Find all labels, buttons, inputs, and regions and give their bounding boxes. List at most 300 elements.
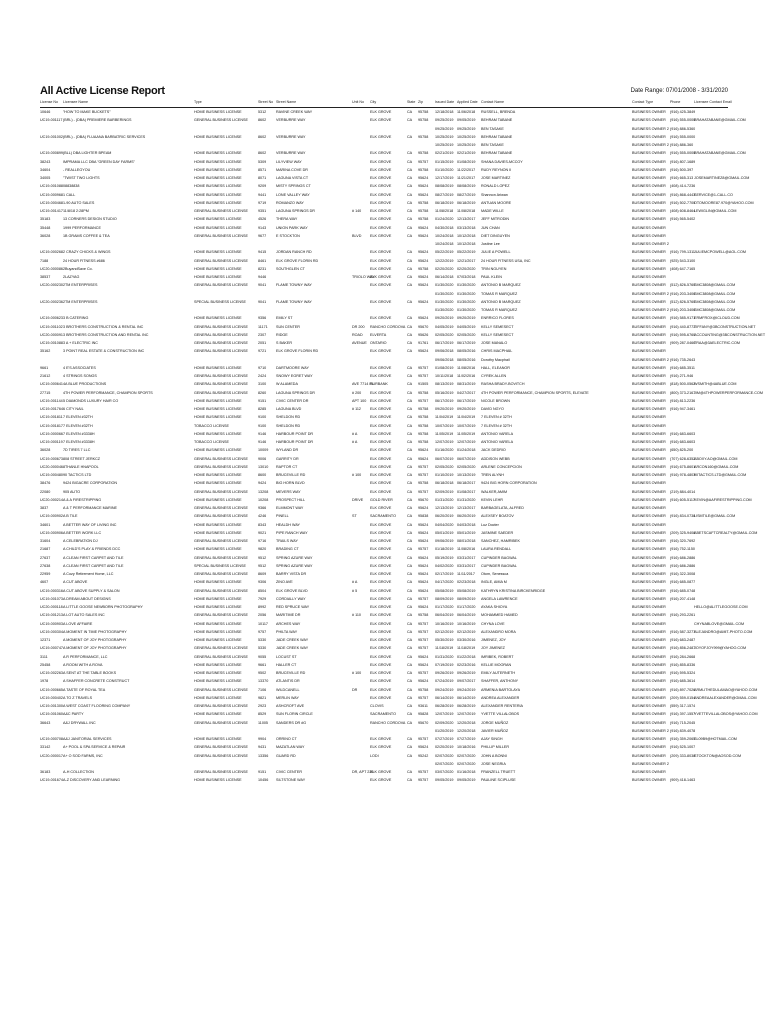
cell-issued-date: 06/18/2019 bbox=[435, 200, 454, 205]
cell-license-type: HOME BUSINESS LICENSE bbox=[194, 250, 242, 255]
cell-applied-date: 01/16/2018 bbox=[457, 770, 476, 774]
cell-state: CA bbox=[407, 753, 413, 758]
cell-license-no: UC19-000747 bbox=[40, 646, 63, 651]
table-row bbox=[40, 380, 737, 388]
cell-applied-date: 01/30/2020 bbox=[457, 299, 476, 304]
cell-contact-name: 9424 BIG HORN CORPORATION bbox=[481, 481, 537, 486]
cell-license-no: UC19-000673 bbox=[40, 456, 63, 461]
cell-phone: (916) 555-0000 bbox=[670, 151, 696, 156]
cell-street-no: 9661 bbox=[258, 662, 267, 667]
cell-zip: 95624 bbox=[418, 530, 429, 535]
cell-phone: (916) 207-4148 bbox=[670, 596, 696, 601]
cell-phone: (916) 947-3461 bbox=[670, 407, 696, 411]
cell-zip: 95758 bbox=[418, 167, 429, 172]
cell-contact-type: BUSINESS OWNER bbox=[632, 539, 666, 543]
cell-issued-date: 11/18/2019 bbox=[435, 646, 454, 651]
cell-license-no: 3111 bbox=[40, 654, 48, 659]
cell-city: ELK GROVE bbox=[370, 547, 392, 552]
cell-phone: (916) 271-946 bbox=[670, 374, 694, 378]
cell-street-no: 9146 bbox=[258, 440, 267, 444]
cell-applied-date: 02/21/2019 bbox=[457, 151, 476, 156]
cell-contact-email: ABETSCAFTCREALTY@GMAIL.COM bbox=[694, 530, 758, 535]
cell-street-no: 10208 bbox=[258, 497, 269, 502]
cell-issued-date: 09/25/2019 bbox=[435, 126, 454, 131]
cell-street-no: 9100 bbox=[258, 415, 267, 420]
cell-phone: (219) 884-4014 bbox=[670, 489, 696, 494]
cell-unit-no: AVE 7714 FL bbox=[352, 382, 374, 387]
cell-contact-type: BUSINESS OWNER bbox=[632, 159, 666, 164]
cell-contact-name: Luz Docter bbox=[481, 522, 499, 527]
cell-applied-date: 01/31/2020 bbox=[457, 497, 476, 502]
cell-zip: 95624 bbox=[418, 662, 429, 667]
cell-license-type: HOME BUSINESS LICENSE bbox=[194, 134, 242, 139]
cell-contact-name: IMRIBEK, ROBERT bbox=[481, 654, 514, 659]
cell-contact-type: BUSINESS OWNER bbox=[632, 481, 666, 486]
cell-street-no: 13208 bbox=[258, 489, 269, 494]
cell-street-no: 2056 bbox=[258, 613, 267, 618]
cell-contact-email: ERMFROX@ICLOUD.COM bbox=[694, 316, 740, 321]
cell-applied-date: 07/27/2019 bbox=[457, 737, 476, 741]
cell-city: ELK GROVE bbox=[370, 489, 392, 494]
cell-street-no: 10009 bbox=[258, 448, 269, 453]
cell-license-type: HOME BUSINESS LICENSE bbox=[194, 448, 242, 453]
column-header-zip: Zip bbox=[418, 100, 423, 104]
cell-applied-date: 02/05/2020 bbox=[457, 332, 476, 337]
cell-unit-no: # 110 bbox=[352, 613, 361, 618]
cell-street-no: 9721 bbox=[258, 349, 267, 354]
cell-license-type: GENERAL BUSINESS LICENSE bbox=[194, 332, 248, 337]
cell-city: ELK GROVE bbox=[370, 266, 392, 271]
cell-applied-date: 06/18/2019 bbox=[457, 200, 476, 205]
cell-state: CA bbox=[407, 555, 413, 560]
cell-contact-type: BUSINESS OWNER bbox=[632, 580, 666, 585]
cell-license-no: UC19-001144 bbox=[40, 398, 63, 403]
cell-contact-type: BUSINESS OWNER bbox=[632, 341, 666, 345]
cell-contact-type: BUSINESS OWNER bbox=[632, 654, 666, 659]
cell-state: CA bbox=[407, 415, 413, 420]
cell-street-name: VERBURRE WAY bbox=[276, 151, 306, 156]
cell-zip: 95757 bbox=[418, 464, 429, 469]
cell-contact-type: BUSINESS OWNER bbox=[632, 712, 666, 717]
cell-licensee-name: A Cozy Retirement Home, LLC bbox=[63, 572, 114, 576]
table-row bbox=[40, 562, 728, 570]
cell-street-no: 2307 bbox=[258, 332, 267, 337]
cell-contact-email: ARCON160@GMAIL.COM bbox=[694, 464, 739, 469]
cell-street-no: 9820 bbox=[258, 547, 267, 552]
cell-contact-type: BUSINESS OWNER bbox=[632, 613, 666, 618]
cell-license-type: GENERAL BUSINESS LICENSE bbox=[194, 456, 248, 461]
cell-zip: 95758 bbox=[418, 440, 429, 444]
table-row bbox=[40, 545, 728, 553]
cell-contact-name: ARMENIA BARTOLAYA bbox=[481, 687, 521, 692]
cell-contact-name: KATHRYN KRISTINA BIRCKENRIDGE bbox=[481, 588, 546, 593]
cell-contact-type: BUSINESS OWNER bbox=[632, 390, 666, 395]
cell-licensee-name: 4A BLUE PRODUCTIONS bbox=[63, 382, 107, 387]
cell-applied-date: 08/31/2019 bbox=[457, 382, 476, 387]
cell-licensee-name: 24 HOUR FITNESS #686 bbox=[63, 258, 105, 263]
cell-city: RANCHO CORDOVA bbox=[370, 324, 406, 329]
table-row bbox=[40, 347, 728, 355]
cell-contact-name: JUN CHAN bbox=[481, 225, 500, 230]
cell-licensee-name: "TWIST TWO LIGHTS bbox=[63, 176, 100, 180]
cell-phone: (209) 325-9408 bbox=[670, 530, 696, 535]
cell-licensee-name: A MOMENT IN TIME PHOTOGRAPHY bbox=[63, 629, 127, 634]
cell-contact-name: BEN TASAKE bbox=[481, 143, 504, 147]
cell-contact-name: BEHRAM TABANE bbox=[481, 118, 513, 123]
cell-applied-date: 12/13/2017 bbox=[457, 217, 476, 222]
cell-state: CA bbox=[407, 407, 413, 411]
cell-contact-email: LISMTILE@GMAIL.COM bbox=[694, 514, 736, 519]
cell-contact-email: SERVICE@1-CALL.CO bbox=[694, 192, 733, 197]
cell-zip: 95758 bbox=[418, 407, 429, 411]
cell-contact-name: WALKER,AMIM bbox=[481, 489, 508, 494]
cell-contact-type: BUSINESS OWNER bbox=[632, 596, 666, 601]
cell-license-type: GENERAL BUSINESS LICENSE bbox=[194, 464, 248, 469]
cell-issued-date: 10/07/2019 bbox=[435, 423, 454, 428]
cell-contact-type: BUSINESS OWNER 2 bbox=[632, 143, 669, 147]
cell-applied-date: 12/07/2019 bbox=[457, 712, 476, 717]
table-row bbox=[40, 776, 728, 784]
cell-license-type: GENERAL BUSINESS LICENSE bbox=[194, 572, 248, 576]
cell-license-no: UC20-000091 bbox=[40, 332, 63, 337]
cell-license-no: 38243 bbox=[40, 159, 51, 164]
cell-license-type: GENERAL BUSINESS LICENSE bbox=[194, 258, 248, 263]
cell-license-type: GENERAL BUSINESS LICENSE bbox=[194, 646, 248, 651]
cell-issued-date: 07/24/2019 bbox=[435, 679, 454, 684]
cell-applied-date: 03/30/2016 bbox=[457, 638, 476, 642]
cell-street-name: THERA WAY bbox=[276, 217, 298, 222]
cell-street-no: 9041 bbox=[258, 299, 267, 304]
cell-applied-date: 11/21/2017 bbox=[457, 176, 476, 180]
table-row bbox=[40, 182, 728, 190]
cell-unit-no: DR bbox=[352, 687, 358, 692]
cell-licensee-name: 11/8/18 2:28PM bbox=[63, 209, 89, 213]
column-header-street-name: Street Name bbox=[276, 100, 297, 104]
cell-issued-date: 06/04/2019 bbox=[435, 613, 454, 618]
cell-phone: (916) 565-5402 bbox=[670, 217, 696, 222]
cell-street-no: 9306 bbox=[258, 580, 267, 585]
cell-license-type: HOME BUSINESS LICENSE bbox=[194, 431, 242, 436]
cell-issued-date: 02/21/2019 bbox=[435, 151, 454, 156]
cell-license-no: 35162 bbox=[40, 349, 51, 354]
table-row bbox=[40, 422, 728, 430]
cell-applied-date: 09/20/2019 bbox=[457, 316, 476, 321]
cell-license-no: UC20-000017 bbox=[40, 753, 63, 758]
cell-street-no: 9431 bbox=[258, 745, 267, 750]
cell-state: CA bbox=[407, 217, 413, 222]
cell-city: ELK GROVE bbox=[370, 209, 392, 213]
cell-contact-type: BUSINESS OWNER bbox=[632, 737, 666, 741]
cell-licensee-name: 2TM ENTERPRISES bbox=[63, 299, 98, 304]
cell-contact-type: BUSINESS OWNER 2 bbox=[632, 728, 669, 733]
cell-street-name: CIVIC CENTER bbox=[276, 770, 303, 774]
cell-state: CA bbox=[407, 464, 413, 469]
cell-unit-no: # A bbox=[352, 440, 358, 444]
cell-contact-email: JULIEMCPOWELL@AOL.COM bbox=[694, 250, 746, 255]
cell-unit-no: DR 200 bbox=[352, 324, 365, 329]
cell-applied-date: 12/21/2017 bbox=[457, 258, 476, 263]
cell-zip: 95624 bbox=[418, 176, 429, 180]
cell-contact-name: JOHN A BONNI bbox=[481, 753, 507, 758]
cell-state: CA bbox=[407, 167, 413, 172]
cell-state: CA bbox=[407, 547, 413, 552]
cell-license-no: UC19-002263 bbox=[40, 671, 63, 675]
cell-contact-type: BUSINESS OWNER bbox=[632, 662, 666, 667]
cell-contact-type: BUSINESS OWNER bbox=[632, 506, 666, 510]
cell-license-type: HOME BUSINESS LICENSE bbox=[194, 629, 242, 634]
cell-state: CA bbox=[407, 704, 413, 708]
cell-license-type: GENERAL BUSINESS LICENSE bbox=[194, 283, 248, 288]
cell-contact-name: ALEXSEY BOATOV bbox=[481, 514, 514, 519]
cell-contact-type: BUSINESS OWNER bbox=[632, 555, 666, 560]
cell-city: ELK GROVE bbox=[370, 192, 392, 197]
cell-licensee-name: - REALLEGYOU bbox=[63, 167, 91, 172]
cell-contact-name: RONALD LOPEZ bbox=[481, 184, 510, 189]
cell-license-no: UC20-000086 bbox=[40, 266, 63, 271]
cell-state: CA bbox=[407, 258, 413, 263]
cell-license-type: HOME BUSINESS LICENSE bbox=[194, 225, 242, 230]
cell-phone: (916) 685-0877 bbox=[670, 580, 696, 585]
cell-license-no: UC19-000268 bbox=[40, 250, 63, 255]
cell-contact-name: RUDY REYNON II bbox=[481, 167, 512, 172]
cell-state: CA bbox=[407, 250, 413, 255]
cell-street-name: LAGUNA SPRINGS DR bbox=[276, 209, 315, 213]
cell-contact-email: CHYNABLOVE@GMAIL.COM bbox=[694, 621, 745, 626]
cell-street-name: ROMANZO WAY bbox=[276, 200, 304, 205]
cell-applied-date: 04/03/2018 bbox=[457, 522, 476, 527]
cell-applied-date: 03/31/2017 bbox=[457, 563, 476, 568]
cell-zip: 95624 bbox=[418, 192, 429, 197]
cell-city: ELK GROVE bbox=[370, 679, 392, 684]
cell-contact-type: BUSINESS OWNER bbox=[632, 266, 666, 271]
cell-street-name: BRUCEVILLE RD bbox=[276, 671, 306, 675]
cell-contact-name: BEHRAM TABANE bbox=[481, 151, 513, 156]
cell-contact-email: LEWIGLIN@GMAIL.COM bbox=[694, 209, 737, 213]
cell-contact-name: TREN ALYNH bbox=[481, 473, 504, 477]
cell-contact-type: BUSINESS OWNER bbox=[632, 770, 666, 774]
cell-city: ELK GROVE bbox=[370, 605, 392, 609]
cell-applied-date: 11/04/2019 bbox=[457, 415, 476, 420]
cell-street-no: 9366 bbox=[258, 506, 267, 510]
cell-licensee-name: A LOVE AFFAIRE bbox=[63, 621, 93, 626]
cell-street-name: E STOCKTON bbox=[276, 233, 300, 238]
cell-phone: (916) 203-3406 bbox=[670, 308, 696, 312]
cell-license-no: UC19-001764 bbox=[40, 407, 63, 411]
cell-street-name: LILYVIEW WAY bbox=[276, 159, 302, 164]
cell-contact-name: DAVID NGYO bbox=[481, 407, 504, 411]
cell-street-no: 8071 bbox=[258, 176, 267, 180]
cell-zip: 95758 bbox=[418, 266, 429, 271]
cell-licensee-name: 1B GRAMS COFFEE & TEA bbox=[63, 233, 110, 238]
cell-license-type: GENERAL BUSINESS LICENSE bbox=[194, 506, 248, 510]
cell-license-no: 35448 bbox=[40, 225, 51, 230]
cell-street-no: 8602 bbox=[258, 151, 267, 156]
cell-license-no: 21687 bbox=[40, 547, 51, 552]
cell-street-no: 2051 bbox=[258, 341, 267, 345]
cell-phone: (408) 647-7165 bbox=[670, 266, 696, 271]
cell-issued-date: 02/20/2019 bbox=[435, 745, 454, 750]
table-row bbox=[40, 455, 738, 463]
cell-city: ELVERTA bbox=[370, 332, 387, 337]
cell-phone: (916) 978-4803 bbox=[670, 473, 696, 477]
cell-state: CA bbox=[407, 118, 413, 123]
cell-license-no: 33142 bbox=[40, 745, 51, 750]
cell-issued-date: 04/30/2018 bbox=[435, 225, 454, 230]
cell-state: CA bbox=[407, 613, 413, 618]
cell-license-type: HOME BUSINESS LICENSE bbox=[194, 217, 242, 222]
cell-licensee-name: A CELEBRATION DJ bbox=[63, 539, 98, 543]
cell-city: ELK GROVE bbox=[370, 464, 392, 469]
cell-license-type: HOME BUSINESS LICENSE bbox=[194, 605, 242, 609]
cell-contact-email: ANDREAALEXANDER@GMAIL.COM bbox=[694, 695, 757, 700]
cell-zip: 95757 bbox=[418, 737, 429, 741]
cell-city: ELK GROVE bbox=[370, 555, 392, 560]
cell-contact-type: BUSINESS OWNER bbox=[632, 225, 666, 230]
cell-state: CA bbox=[407, 646, 413, 651]
cell-zip: 95624 bbox=[418, 588, 429, 593]
cell-applied-date: 09/24/2019 bbox=[457, 687, 476, 692]
cell-street-name: TRAILS WAY bbox=[276, 539, 298, 543]
cell-contact-name: JAVIER MUÑOZ bbox=[481, 728, 509, 733]
cell-street-no: 5330 bbox=[258, 638, 267, 642]
cell-contact-name: JOY JIMENEZ bbox=[481, 646, 505, 651]
table-row bbox=[40, 323, 756, 331]
cell-contact-type: BUSINESS OWNER bbox=[632, 423, 666, 428]
cell-street-no: 11005 bbox=[258, 720, 268, 725]
cell-issued-date: 01/31/2020 bbox=[435, 654, 454, 659]
cell-street-no: 9415 bbox=[258, 250, 267, 255]
cell-street-name: CIVIC CENTER DR bbox=[276, 398, 309, 403]
cell-zip: 95242 bbox=[418, 753, 429, 758]
cell-street-name: MERLIN WAY bbox=[276, 695, 299, 700]
cell-licensee-name: 08838838 bbox=[63, 184, 80, 189]
cell-applied-date: 11/22/2017 bbox=[457, 167, 476, 172]
cell-contact-email: SL09B9@HOTMAIL.COM bbox=[694, 737, 737, 741]
cell-license-no: 9661 bbox=[40, 365, 49, 370]
cell-license-no: UC20-000230 bbox=[40, 283, 63, 288]
cell-street-no: 8285 bbox=[258, 407, 267, 411]
cell-city: ELK GROVE bbox=[370, 184, 392, 189]
cell-street-no: 9146 bbox=[258, 431, 267, 436]
cell-contact-name: TRIN NGUYEN bbox=[481, 266, 507, 271]
cell-license-type: GENERAL BUSINESS LICENSE bbox=[194, 745, 248, 750]
cell-street-no: 8529 bbox=[258, 712, 267, 717]
cell-license-no: 7188 bbox=[40, 258, 49, 263]
cell-contact-name: Justine Lee bbox=[481, 242, 500, 246]
cell-phone: (909) 418-1463 bbox=[670, 778, 696, 783]
cell-issued-date: 11/08/2018 bbox=[435, 209, 454, 213]
table-row bbox=[40, 595, 728, 603]
cell-city: ELK GROVE bbox=[370, 662, 392, 667]
cell-issued-date: 02/09/2020 bbox=[435, 720, 454, 725]
table-row bbox=[40, 644, 747, 652]
cell-street-no: 9512 bbox=[258, 555, 267, 560]
cell-phone: (916) 203-3406 bbox=[670, 291, 696, 296]
cell-licensee-name: (BLL) DBA LIGHTER BPEAM bbox=[63, 151, 112, 156]
cell-contact-type: BUSINESS OWNER bbox=[632, 365, 666, 370]
cell-state: CA bbox=[407, 737, 413, 741]
cell-street-name: UNION PARK WAY bbox=[276, 225, 308, 230]
cell-issued-date: 06/14/2018 bbox=[435, 275, 454, 279]
cell-street-name: LAGUNA SPRINGS DR bbox=[276, 390, 315, 395]
cell-contact-type: BUSINESS OWNER bbox=[632, 497, 666, 502]
cell-street-no: 9512 bbox=[258, 563, 267, 568]
cell-applied-date: 06/18/2017 bbox=[457, 481, 476, 486]
cell-street-name: LAGUNA VISTA CT bbox=[276, 176, 309, 180]
cell-licensee-name: 2TM ENTERPRISES bbox=[63, 283, 98, 288]
cell-state: CA bbox=[407, 712, 413, 717]
cell-street-name: EMILY ST bbox=[276, 316, 293, 321]
cell-street-name: BRUCEVILLE RD bbox=[276, 473, 306, 477]
cell-city: ELK GROVE bbox=[370, 390, 392, 395]
cell-contact-name: RASHA BRADY-BOVITCH bbox=[481, 382, 525, 387]
cell-applied-date: 06/20/2019 bbox=[457, 514, 476, 519]
table-row bbox=[40, 521, 728, 529]
cell-license-type: HOME BUSINESS LICENSE bbox=[194, 407, 242, 411]
cell-issued-date: 05/01/2019 bbox=[435, 530, 454, 535]
cell-licensee-name: A-H COLLECTION bbox=[63, 770, 94, 774]
cell-city: ELK GROVE bbox=[370, 687, 392, 692]
cell-license-no: 35183 bbox=[40, 217, 51, 222]
cell-license-type: GENERAL BUSINESS LICENSE bbox=[194, 390, 248, 395]
cell-state: CA bbox=[407, 159, 413, 164]
cell-license-type: GENERAL BUSINESS LICENSE bbox=[194, 349, 248, 354]
cell-state: CA bbox=[407, 390, 413, 395]
cell-licensee-name: 1-90 AUTO SALES bbox=[63, 200, 95, 205]
cell-license-type: GENERAL BUSINESS LICENSE bbox=[194, 209, 248, 213]
cell-license-no: 36028 bbox=[40, 233, 51, 238]
cell-issued-date: 05/19/2019 bbox=[435, 555, 454, 560]
cell-licensee-name: 8THANLE HNAPOOL bbox=[63, 464, 99, 469]
cell-applied-date: 10/07/2019 bbox=[457, 423, 476, 428]
cell-applied-date: 11/02/2016 bbox=[457, 374, 476, 378]
cell-issued-date: 07/19/2019 bbox=[435, 662, 454, 667]
table-row bbox=[40, 438, 728, 446]
column-header-contact-email: Licensee Contact Email bbox=[694, 100, 732, 104]
cell-contact-type: BUSINESS OWNER bbox=[632, 283, 666, 288]
cell-license-type: GENERAL BUSINESS LICENSE bbox=[194, 118, 248, 123]
cell-phone: (512) 826-5760 bbox=[670, 283, 696, 288]
cell-licensee-name: A-Z DISCOVERY AND LEARNING bbox=[63, 778, 121, 783]
cell-issued-date: 09/25/2019 bbox=[435, 118, 454, 123]
cell-state: CA bbox=[407, 530, 413, 535]
cell-state: CA bbox=[407, 209, 413, 213]
cell-state: CA bbox=[407, 184, 413, 189]
cell-issued-date: 01/30/2020 bbox=[435, 299, 454, 304]
cell-contact-type: BUSINESS OWNER bbox=[632, 110, 666, 114]
cell-issued-date: 12/07/2019 bbox=[435, 712, 454, 717]
cell-license-no: UC19-000119 bbox=[40, 440, 63, 444]
cell-license-type: HOME BUSINESS LICENSE bbox=[194, 737, 242, 741]
cell-street-no: 8602 bbox=[258, 134, 267, 139]
cell-licensee-name: (BRL) - (DBA) FLUAANA BARBATRIC SERVICES bbox=[63, 134, 146, 139]
table-row bbox=[40, 232, 728, 240]
cell-license-type: HOME BUSINESS LICENSE bbox=[194, 638, 242, 642]
cell-zip: 95624 bbox=[418, 448, 429, 453]
cell-applied-date: 08/09/2019 bbox=[457, 596, 476, 601]
cell-applied-date: 01/30/2020 bbox=[457, 308, 476, 312]
cell-state: CA bbox=[407, 654, 413, 659]
cell-unit-no: # 5 bbox=[352, 588, 358, 593]
cell-street-name: SUN FLORIN CIRCLE bbox=[276, 712, 313, 717]
cell-contact-name: ANDREA ALEXANDER bbox=[481, 695, 520, 700]
cell-city: ELK GROVE bbox=[370, 225, 392, 230]
cell-street-no: 9151 bbox=[258, 770, 267, 774]
table-row bbox=[40, 149, 746, 157]
cell-issued-date: 01/10/2019 bbox=[435, 473, 454, 477]
table-row bbox=[40, 306, 736, 314]
cell-phone: (408) 608-8464 bbox=[670, 209, 696, 213]
